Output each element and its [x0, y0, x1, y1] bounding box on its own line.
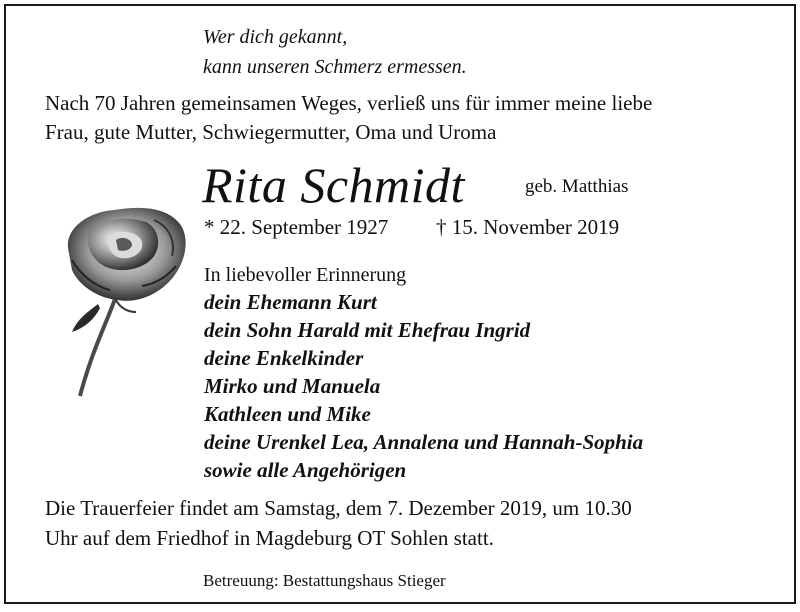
rose-icon — [58, 200, 198, 405]
deceased-name: Rita Schmidt — [202, 157, 465, 213]
mourner-line: sowie alle Angehörigen — [204, 458, 407, 482]
funeral-home: Betreuung: Bestattungshaus Stieger — [203, 571, 446, 590]
ceremony-line-2: Uhr auf dem Friedhof in Magdeburg OT Sohlen statt. — [45, 526, 494, 550]
maiden-name: geb. Matthias — [525, 176, 629, 197]
motto-line-2: kann unseren Schmerz ermessen. — [203, 56, 467, 78]
mourner-line: Mirko und Manuela — [204, 374, 381, 398]
intro-line-1: Nach 70 Jahren gemeinsamen Weges, verließ uns für immer meine liebe — [45, 91, 653, 115]
mourner-line: dein Ehemann Kurt — [204, 290, 377, 314]
intro-line-2: Frau, gute Mutter, Schwiegermutter, Oma und Uroma — [45, 120, 497, 144]
life-dates — [204, 214, 620, 240]
ceremony-line-1: Die Trauerfeier findet am Samstag, dem 7. Dezember 2019, um 10.30 — [45, 496, 632, 520]
obituary-notice — [4, 4, 796, 604]
mourners-heading: In liebevoller Erinnerung — [204, 264, 407, 286]
mourner-line: Kathleen und Mike — [204, 402, 371, 426]
motto-line-1: Wer dich gekannt, — [203, 26, 348, 48]
mourner-line: deine Urenkel Lea, Annalena und Hannah-Sophia — [204, 430, 644, 454]
mourner-line: dein Sohn Harald mit Ehefrau Ingrid — [204, 318, 531, 342]
birth-date: * 22. September 1927 — [204, 215, 389, 239]
death-date: † 15. November 2019 — [436, 215, 620, 239]
mourner-line: deine Enkelkinder — [204, 346, 364, 370]
